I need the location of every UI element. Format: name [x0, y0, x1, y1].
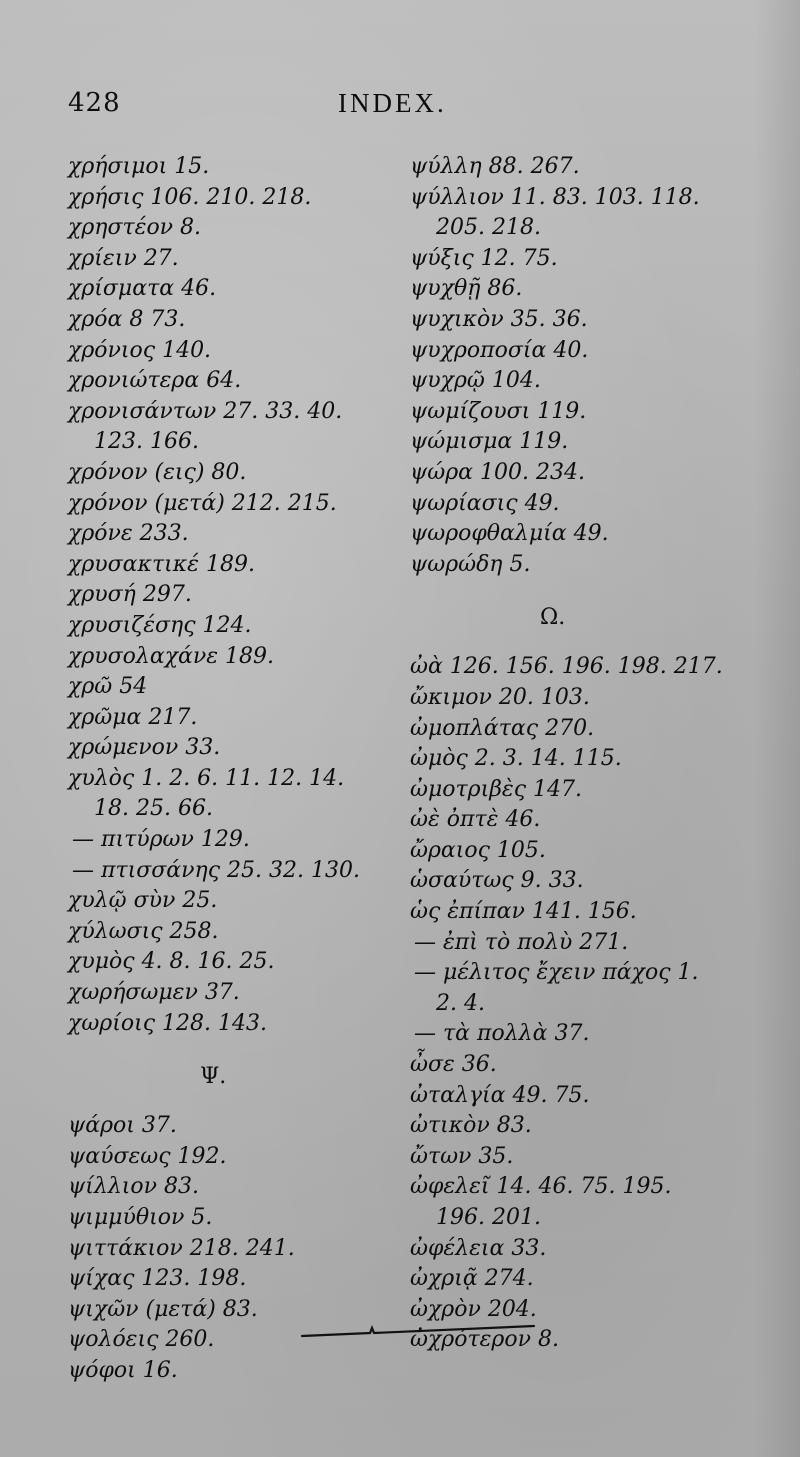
left-entries-psi	[68, 1111, 398, 1386]
index-entry-continuation: 196. 201.	[436, 1205, 541, 1230]
index-entry: χρόνε 233.	[68, 521, 189, 547]
index-entry: ὡς ἐπίπαν 141. 156.	[410, 899, 637, 925]
index-entry-continuation: 205. 218.	[436, 215, 541, 241]
index-entry: ψυχικὸν 35. 36.	[410, 306, 588, 332]
right-entries-omega	[410, 652, 750, 1356]
index-entry: — τὰ πολλὰ 37.	[414, 1021, 590, 1047]
index-entry: ψωρώδη 5.	[410, 551, 531, 577]
index-entry: ὦσε 36.	[410, 1052, 497, 1078]
index-entry: ὠχρὸν 204.	[410, 1296, 537, 1322]
index-entry: ὤτων 35.	[410, 1143, 514, 1169]
index-entry: ψόφοι 16.	[68, 1357, 178, 1383]
index-entry: ὠμοτριβὲς 147.	[410, 776, 583, 802]
index-entry: χρόνον (εις) 80.	[68, 459, 247, 485]
index-entry: ψαύσεως 192.	[68, 1143, 227, 1169]
index-entry: ψώρα 100. 234.	[410, 459, 585, 485]
index-entry: ὠχριᾷ 274.	[410, 1266, 534, 1292]
index-entry: ψολόεις 260.	[68, 1327, 215, 1353]
index-entry: χρήσις 106. 210. 218.	[68, 184, 312, 210]
index-entry: χρυσή 297.	[68, 582, 192, 608]
index-entry: ὡσαύτως 9. 33.	[410, 868, 584, 894]
index-entry: χρήσιμοι 15.	[68, 154, 210, 179]
left-entries-chi	[68, 152, 398, 1039]
index-entry: χρόνον (μετά) 212. 215.	[68, 490, 337, 516]
index-entry: ψίλλιον 83.	[68, 1174, 199, 1200]
index-entry: ψύλλιον 11. 83. 103. 118.	[410, 184, 700, 210]
index-entry: ψιμμύθιον 5.	[68, 1205, 213, 1230]
index-entry: ὠτικὸν 83.	[410, 1113, 532, 1139]
index-entry: χρόνιος 140.	[68, 337, 212, 363]
index-entry: χρίσματα 46.	[68, 276, 217, 302]
index-entry: ψύξις 12. 75.	[410, 245, 558, 271]
index-entry-continuation: 123. 166.	[94, 429, 199, 455]
index-entry: ὠχρότερον 8.	[410, 1327, 559, 1353]
index-entry: χυμὸς 4. 8. 16. 25.	[68, 949, 275, 975]
index-entry: χρονισάντων 27. 33. 40.	[68, 398, 343, 424]
index-entry: χυλὸς 1. 2. 6. 11. 12. 14.	[68, 765, 345, 791]
index-entry: ψιττάκιον 218. 241.	[68, 1235, 295, 1261]
index-entry: χρονιώτερα 64.	[68, 368, 242, 394]
index-entry: χρόα 8 73.	[68, 306, 186, 332]
left-column	[68, 152, 398, 1387]
section-gap	[68, 1039, 398, 1053]
index-entry: ψυχροποσία 40.	[410, 337, 589, 363]
index-entry: — πιτύρων 129.	[72, 827, 250, 853]
section-gap	[410, 638, 750, 652]
index-entry: χρυσιζέσης 124.	[68, 612, 252, 638]
index-entry: ψωμίζουσι 119.	[410, 398, 587, 424]
index-entry: χωρίοις 128. 143.	[68, 1010, 267, 1036]
index-entry: χρώμενον 33.	[68, 735, 221, 761]
right-column	[410, 152, 750, 1356]
index-entry: ψυχρῷ 104.	[410, 368, 541, 394]
index-entry: ψύλλη 88. 267.	[410, 154, 580, 179]
index-entry: ψίχας 123. 198.	[68, 1266, 247, 1292]
index-entry: ὠφέλεια 33.	[410, 1235, 547, 1261]
end-rule	[300, 1322, 536, 1340]
index-entry: — μέλιτος ἔχειν πάχος 1.	[414, 960, 699, 986]
index-entry: χρῶμα 217.	[68, 704, 198, 730]
index-entry-continuation: 18. 25. 66.	[94, 796, 213, 822]
index-entry: ὤκιμον 20. 103.	[410, 684, 590, 710]
index-entry: ὠὲ ὀπτὲ 46.	[410, 807, 541, 833]
index-entry: ψάροι 37.	[68, 1113, 177, 1139]
index-entry: ψιχῶν (μετά) 83.	[68, 1296, 258, 1322]
index-entry: χρηστέον 8.	[68, 215, 202, 241]
index-entry: χρίειν 27.	[68, 245, 179, 271]
index-entry: ψώμισμα 119.	[410, 429, 569, 455]
index-entry: χυλῷ σὺν 25.	[68, 888, 218, 914]
index-entry: ὠμοπλάτας 270.	[410, 715, 595, 741]
section-letter-psi: Ψ.	[200, 1064, 227, 1090]
index-entry: χρῶ 54	[68, 674, 148, 700]
page-number: 428	[68, 88, 121, 118]
index-entry: ὠὰ 126. 156. 196. 198. 217.	[410, 654, 723, 680]
index-entry: ψωροφθαλμία 49.	[410, 521, 609, 547]
index-entry: χρυσακτικέ 189.	[68, 551, 255, 577]
index-entry: ὠφελεῖ 14. 46. 75. 195.	[410, 1174, 672, 1200]
index-entry: χρυσολαχάνε 189.	[68, 643, 275, 669]
right-entries-psi	[410, 152, 750, 580]
index-entry-continuation: 2. 4.	[436, 990, 485, 1016]
index-entry: ὠμὸς 2. 3. 14. 115.	[410, 746, 622, 772]
section-letter-omega: Ω.	[540, 605, 566, 631]
index-entry: ψωρίασις 49.	[410, 490, 560, 516]
page-header	[0, 82, 800, 122]
index-entry: ὠταλγία 49. 75.	[410, 1082, 590, 1108]
section-gap	[410, 580, 750, 594]
page-edge-shadow	[754, 0, 800, 1457]
index-entry: ψυχθῇ 86.	[410, 276, 523, 302]
index-entry: — πτισσάνης 25. 32. 130.	[72, 857, 360, 883]
page-title: INDEX.	[338, 88, 447, 118]
index-entry: — ἐπὶ τὸ πολὺ 271.	[414, 929, 629, 955]
index-entry: ὤραιος 105.	[410, 837, 546, 863]
index-entry: χύλωσις 258.	[68, 918, 219, 944]
index-entry: χωρήσωμεν 37.	[68, 980, 240, 1006]
section-gap	[68, 1097, 398, 1111]
